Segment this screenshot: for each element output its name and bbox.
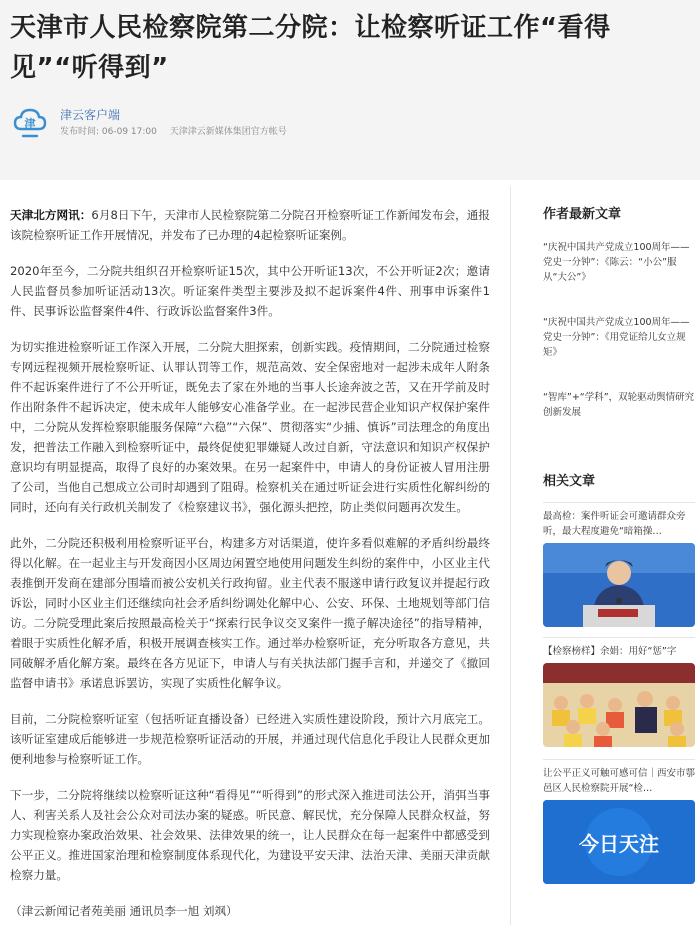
sidebar [543, 205, 695, 884]
author-articles-heading: 作者最新文章 [543, 207, 622, 222]
thumb-logo-text: 今日天注 [579, 832, 659, 856]
prosecutor-speaking-image[interactable] [543, 543, 695, 627]
jinri-tianjin-logo-image[interactable] [543, 800, 695, 884]
column-divider [510, 186, 511, 925]
article-header [0, 0, 700, 180]
lead-text: 6月8日下午，天津市人民检察院第二分院召开检察听证工作新闻发布会，通报该院检察听证工作开展情况，并发布了已办理的4起检察听证案例。 [10, 208, 490, 242]
author-name[interactable]: 津云客户端 [60, 108, 121, 122]
body-paragraph-4: 目前，二分院检察听证室（包括听证直播设备）已经进入实质性建设阶段，预计六月底完工。该听证室建成后能够进一步规范检察听证活动的开展，并通过现代信息化手段让人民群众更加便利地参与检察听证工作。 [10, 712, 490, 766]
lead-source: 天津北方网讯： [10, 208, 92, 222]
article-body [10, 205, 490, 921]
author-article-link[interactable]: “智库”+“学科”，双轮驱动舆情研究创新发展 [543, 392, 695, 418]
article-credit: （津云新闻记者苑美丽 通讯员李一旭 刘飒） [10, 904, 238, 918]
publish-time: 发布时间: 06-09 17:00 [60, 127, 157, 137]
related-article-title[interactable]: 【检察榜样】余娟：用好“惩”字 [543, 646, 677, 657]
article-title: 天津市人民检察院第二分院：让检察听证工作“看得见”“听得到” [10, 13, 611, 83]
author-article-link[interactable]: “庆祝中国共产党成立100周年——党史一分钟”：《陈云：“小公”服从“大公”》 [543, 242, 690, 283]
author-account: 天津津云新媒体集团官方帐号 [169, 127, 287, 137]
svg-text:津: 津 [24, 117, 36, 130]
classroom-children-image[interactable] [543, 663, 695, 747]
jinyun-cloud-logo-icon[interactable] [12, 105, 48, 141]
lead-paragraph [10, 205, 490, 245]
related-article-title[interactable]: 让公平正义可触可感可信｜西安市鄠邑区人民检察院开展“检… [543, 768, 696, 794]
related-articles-heading: 相关文章 [543, 474, 596, 489]
author-article-link[interactable]: “庆祝中国共产党成立100周年——党史一分钟”：《用党证给儿女立规矩》 [543, 317, 690, 358]
body-paragraph-1: 2020年至今，二分院共组织召开检察听证15次，其中公开听证13次，不公开听证2次；邀请人民监督员参加听证活动13次。听证案件类型主要涉及拟不起诉案件4件、刑事申诉案件1件、民事诉讼监督案件4件、行政诉讼监督案件3件。 [10, 264, 490, 318]
author-block [12, 104, 297, 142]
body-paragraph-3: 此外，二分院还积极利用检察听证平台，构建多方对话渠道，使许多看似难解的矛盾纠纷最终得以化解。在一起业主与开发商因小区周边闲置空地使用问题发生纠纷的案件中，小区业主代表推倒开发商在建部分围墙而被公安机关行政拘留。业主代表不服遂申请行政复议并提起行政诉讼，同时小区业主们还继续向社会矛盾纠纷调处化解中心、公安、环保、土地规划等部门信访。二分院受理此案后按照最高检关于“探索行民争议交叉案件一揽子解决途径”的指导精神，着眼于实质性化解矛盾，积极开展调查核实工作。通过举办检察听证，充分听取各方意见，共同破解矛盾化解方案。最终在各方见证下，申请人与有关执法部门握手言和，并递交了《撤回监督申请书》承诺息诉罢访，实现了实质性化解争议。 [10, 536, 490, 690]
author-meta [60, 124, 297, 140]
related-article-title[interactable]: 最高检：案件听证会可邀请群众旁听，最大程度避免“暗箱操… [543, 511, 686, 537]
body-paragraph-5: 下一步，二分院将继续以检察听证这种“看得见”“听得到”的形式深入推进司法公开，消弭当事人、利害关系人及社会公众对司法办案的疑惑。听民意、解民忧，充分保障人民群众权益，努力实现检察办案政治效果、社会效果、法律效果的统一，让人民群众在每一起案件中都感受到公平正义。推进国家治理和检察制度体系现代化，为建设平安天津、法治天津、美丽天津贡献检察力量。 [10, 788, 490, 882]
body-paragraph-2: 为切实推进检察听证工作深入开展，二分院大胆探索，创新实践。疫情期间，二分院通过检察专网远程视频开展检察听证、认罪认罚等工作，规范高效、安全保密地对一起涉未成年人附条件不起诉案件进行了不公开听证，既免去了家在外地的当事人长途奔波之苦，又在开学前及时作出附条件不起诉决定，使未成年人能够安心准备学业。在一起涉民营企业知识产权保护案件中，二分院从发挥检察职能服务保障“六稳”“六保”、贯彻落实“少捕、慎诉”司法理念的角度出发，把普法工作融入到检察听证中，最终促使犯罪嫌疑人改过自新，守法意识和知识产权保护意识均有明显提高，取得了良好的办案效果。在另一起案件中，申请人的身份证被人冒用注册了公司，当他自己想成立公司时却遇到了阻碍。检察机关在通过听证会进行实质性化解纠纷的同时，还向有关行政机关制发了《检察建议书》，强化源头把控，防止类似问题再次发生。 [10, 340, 490, 514]
